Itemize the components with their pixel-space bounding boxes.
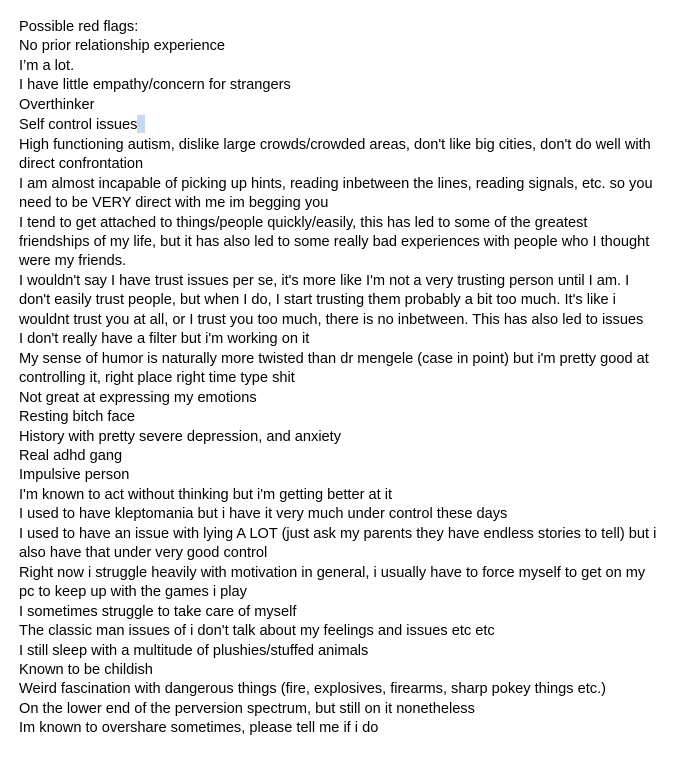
list-item-1: No prior relationship experience — [19, 38, 226, 55]
list-item-16: Impulsive person — [19, 467, 130, 484]
list-item-10: I don't really have a filter but i'm working on it — [19, 331, 310, 348]
list-item-3: I have little empathy/concern for strangers — [19, 77, 291, 94]
list-item-8: I tend to get attached to things/people quickly/easily, this has led to some of the greatest friendships of my life, but it has also led to some really bad experiences with people who I thought were my friends. — [19, 214, 650, 270]
list-item-5-text: Self control issues — [19, 117, 138, 134]
list-item-15: Real adhd gang — [19, 447, 123, 464]
list-item-25: Weird fascination with dangerous things (fire, explosives, firearms, sharp pokey things etc.) — [19, 681, 606, 698]
list-item-12: Not great at expressing my emotions — [19, 389, 257, 406]
list-item-11: My sense of humor is naturally more twisted than dr mengele (case in point) but i'm pretty good at controlling it, right place right time type shit — [19, 350, 649, 387]
list-item-18: I used to have kleptomania but i have it very much under control these days — [19, 506, 508, 523]
list-item-21: I sometimes struggle to take care of myself — [19, 603, 297, 620]
list-item-5 — [19, 115, 659, 135]
list-item-20: Right now i struggle heavily with motivation in general, i usually have to force myself to get on my pc to keep up with the games i play — [19, 564, 646, 601]
list-item-6: High functioning autism, dislike large crowds/crowded areas, don't like big cities, don't do well with direct confrontation — [19, 136, 651, 173]
list-item-2: I’m a lot. — [19, 57, 75, 74]
text-selection-highlight — [137, 115, 145, 133]
list-item-7: I am almost incapable of picking up hints, reading inbetween the lines, reading signals, etc. so you need to be VERY direct with me im begging you — [19, 175, 653, 212]
list-item-4: Overthinker — [19, 96, 95, 113]
list-item-9: I wouldn't say I have trust issues per se, it's more like I'm not a very trusting person until I am. I don't easily trust people, but when I do, I start trusting them probably a bit too much. It's like i wouldnt trust you at all, or I trust you too much, there is no inbetween. This has also led to issues — [19, 272, 644, 328]
list-item-22: The classic man issues of i don't talk about my feelings and issues etc etc — [19, 623, 495, 640]
list-item-26: On the lower end of the perversion spectrum, but still on it nonetheless — [19, 700, 475, 717]
list-item-17: I'm known to act without thinking but i'm getting better at it — [19, 486, 393, 503]
list-item-19: I used to have an issue with lying A LOT (just ask my parents they have endless stories to tell) but i also have that under very good control — [19, 525, 657, 562]
list-item-24: Known to be childish — [19, 661, 153, 678]
list-item-23: I still sleep with a multitude of plushies/stuffed animals — [19, 642, 369, 659]
document-heading: Possible red flags: — [19, 19, 139, 35]
document-body[interactable] — [19, 18, 659, 739]
list-item-27: Im known to overshare sometimes, please tell me if i do — [19, 720, 379, 737]
list-item-14: History with pretty severe depression, and anxiety — [19, 428, 342, 445]
list-item-13: Resting bitch face — [19, 409, 136, 426]
